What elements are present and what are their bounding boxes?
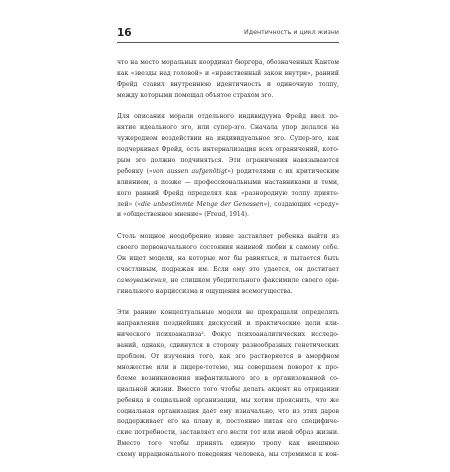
text-fragment: ») родителями с их критическим — [227, 167, 339, 175]
text-line: что на место моральных координат бюргера, обозначенных Кантом — [117, 59, 339, 66]
paragraph — [117, 58, 339, 102]
text-line: направления позднейших дискуссий и практические цели кли- — [117, 320, 339, 328]
paragraph — [117, 112, 339, 221]
paragraph — [117, 232, 339, 297]
text-fragment: , не слишком убедительного факсимиле своего ори- — [166, 276, 339, 284]
italic-phrase: die unbestimmte Menge der Genossen — [141, 200, 264, 208]
text-line: блеме возникновения инфантильного эго в организованной со- — [117, 374, 339, 382]
text-line: ваний, однако, сдвинулся в сторону разнообразных генетических — [117, 342, 339, 350]
page-header — [117, 27, 339, 49]
header-rule — [117, 42, 339, 43]
text-line: проблем. От изучения того, как эго растворяется в аморфном — [117, 353, 339, 361]
text-line — [117, 276, 339, 287]
text-line: между которыми помещал объятое страхом эго. — [117, 91, 274, 99]
text-fragment: лей» (« — [117, 200, 142, 208]
text-line: социальная организация дает ему изначально, что из этих даров — [117, 407, 339, 415]
page-number: 16 — [117, 27, 132, 39]
text-line: нятие идеального эго, или супер-эго. Сначала упор делался на — [117, 124, 339, 132]
text-line: Эти ранние концептуальные модели не прекращали определять — [117, 309, 339, 317]
body-text — [117, 58, 339, 472]
text-line: Фрейд ставил внутреннюю идентичность и одиночную толпу, — [117, 80, 339, 88]
text-line: счастливым, подражая им. Если ему это удается, он достигает — [117, 265, 339, 273]
text-line: своего первоначального состояния наивной любви к самому себе. — [117, 244, 339, 252]
paragraph — [117, 308, 339, 460]
text-line: ребенка в социальной организации, мы хотим прояснить, что же — [117, 396, 339, 404]
text-line: Столь мощное неодобрение извне заставляет ребенка выйти из — [117, 233, 339, 241]
text-line: чужеродном воздействии на индивидуальное эго. Супер-эго, как — [117, 135, 339, 143]
text-fragment: ребенку (« — [117, 167, 153, 175]
text-line: гинального нарциссизма и ощущения всемогущества. — [117, 287, 293, 295]
text-line: схему иррационального поведения человека, мы стремимся к кон- — [117, 451, 339, 459]
text-line: кого ранний Фрейд определял как «разнородную толпу прияте- — [117, 189, 339, 197]
text-fragment: »), создающих «среду» — [263, 200, 340, 208]
text-line: Он ищет модели, на которые мог бы равняться, и пытается быть — [117, 255, 339, 263]
text-line: множестве или в лидере-тотеме, мы совершаем поворот к про- — [117, 363, 339, 371]
running-title: Идентичность и цикл жизни — [244, 29, 339, 36]
text-line: поддерживает его на плаву и, постоянно питая его специфиче- — [117, 418, 339, 426]
text-line: влиянием, а позже — профессиональными наставниками и теми, — [117, 178, 339, 186]
text-line: циальной жизни. Вместо того чтобы делать акцент на отрицании — [117, 385, 339, 393]
italic-phrase: von aussen aufgenötigt — [152, 167, 228, 175]
text-line: Вместо того чтобы принять единую тропу как внешнюю — [117, 440, 339, 448]
text-line — [117, 167, 339, 178]
text-line: нического психоанализа². Фокус психоаналитических исследо- — [117, 331, 339, 339]
text-line: подчеркивал Фрейд, есть интернализация всех ограничений, кото- — [117, 146, 339, 154]
text-line: рым эго должно подчиняться. Эти ограничения навязываются — [117, 157, 339, 165]
text-line — [117, 200, 339, 211]
italic-phrase: самоуважения — [117, 276, 166, 284]
text-line: как «звезды над головой» и «нравственный закон внутри», ранний — [117, 69, 339, 77]
text-line: и «общественное мнение» (Freud, 1914). — [117, 211, 249, 219]
text-line: ские потребности, заставляет его вести тот или иной образ жизни. — [117, 429, 339, 437]
text-line: Для описания морали отдельного индивидуума Фрейд ввел по- — [117, 113, 339, 121]
